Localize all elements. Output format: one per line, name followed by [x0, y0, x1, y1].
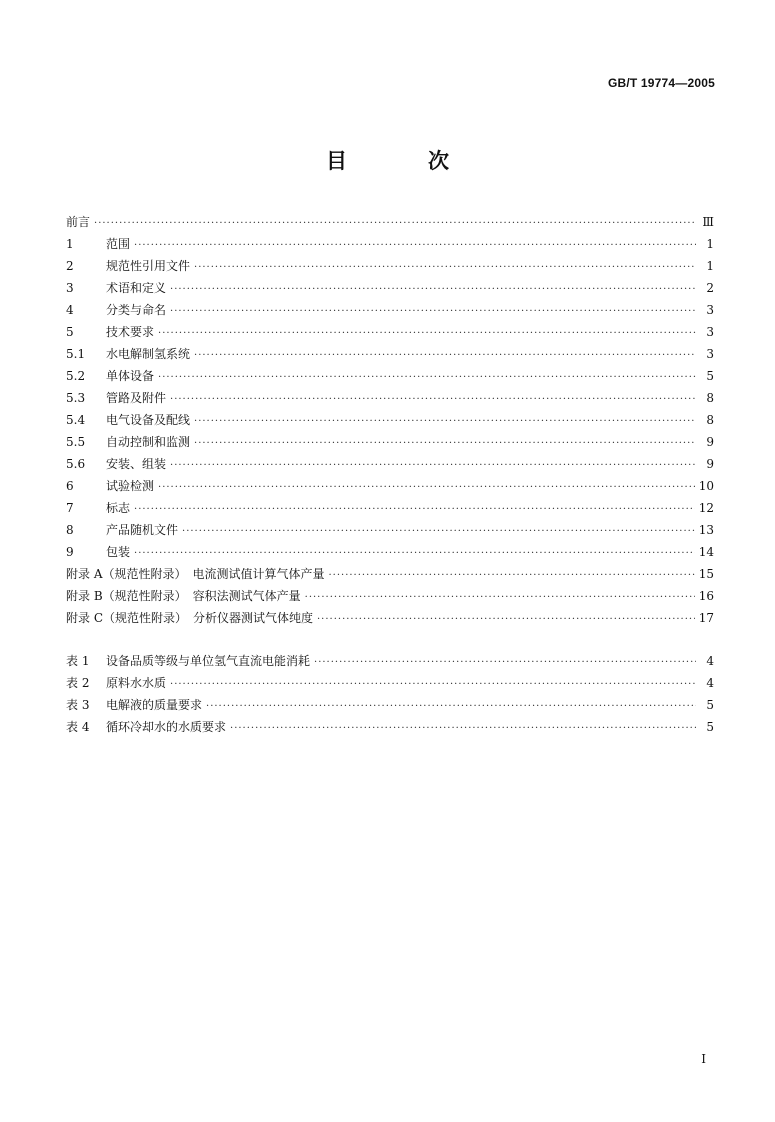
page-number: I — [701, 1052, 706, 1066]
entry-page: 3 — [706, 325, 714, 339]
dot-leader — [134, 235, 696, 257]
dot-leader — [194, 411, 696, 433]
table-entry[interactable] — [66, 650, 714, 672]
dot-leader — [314, 652, 696, 674]
dot-leader — [317, 609, 695, 631]
entry-label: 管路及附件 — [106, 391, 167, 405]
dot-leader — [170, 301, 696, 323]
entry-page: 3 — [706, 347, 714, 361]
dot-leader — [158, 367, 696, 389]
entry-page: 1 — [706, 259, 714, 273]
entry-number: 4 — [66, 303, 74, 317]
entry-label: 试验检测 — [106, 479, 155, 493]
entry-number: 5.2 — [66, 369, 86, 383]
toc-entry[interactable] — [66, 233, 714, 255]
toc-entry[interactable] — [66, 409, 714, 431]
dot-leader — [170, 674, 696, 696]
entry-number: 5 — [66, 325, 74, 339]
entry-number: 7 — [66, 501, 74, 515]
dot-leader — [182, 521, 695, 543]
dot-leader — [194, 433, 696, 455]
entry-label: 电解液的质量要求 — [106, 698, 203, 712]
dot-leader — [170, 455, 696, 477]
table-tag: 表 1 — [66, 654, 90, 668]
dot-leader — [158, 477, 695, 499]
entry-label: 包装 — [106, 545, 131, 559]
toc-entry[interactable] — [66, 343, 714, 365]
entry-page: 15 — [698, 567, 714, 581]
entry-number: 9 — [66, 545, 74, 559]
entry-number: 2 — [66, 259, 74, 273]
entry-page: 9 — [706, 457, 714, 471]
toc-entry[interactable] — [66, 387, 714, 409]
entry-label: 规范性引用文件 — [106, 259, 191, 273]
entry-number: 1 — [66, 237, 74, 251]
entry-page: 17 — [698, 611, 714, 625]
dot-leader — [134, 499, 695, 521]
entry-label: 分类与命名 — [106, 303, 167, 317]
toc-entry[interactable] — [66, 255, 714, 277]
entry-page: 13 — [698, 523, 714, 537]
toc-entry[interactable] — [66, 453, 714, 475]
dot-leader — [94, 213, 696, 235]
dot-leader — [328, 565, 694, 587]
table-of-contents — [66, 211, 714, 629]
entry-label: 范围 — [106, 237, 131, 251]
entry-page: 2 — [706, 281, 714, 295]
entry-page: 1 — [706, 237, 714, 251]
entry-page: 9 — [706, 435, 714, 449]
toc-entry[interactable] — [66, 607, 714, 629]
toc-entry[interactable] — [66, 211, 714, 233]
entry-label: 安装、组装 — [106, 457, 167, 471]
entry-page: Ⅲ — [702, 215, 714, 229]
toc-entry[interactable] — [66, 431, 714, 453]
standard-code: GB/T 19774—2005 — [607, 76, 715, 90]
entry-page: 4 — [706, 654, 714, 668]
entry-label: 前言 — [66, 215, 91, 229]
list-of-tables — [66, 650, 714, 738]
entry-label: 附录 B（规范性附录） 容积法测试气体产量 — [66, 589, 301, 603]
entry-page: 5 — [706, 720, 714, 734]
entry-label: 术语和定义 — [106, 281, 167, 295]
entry-label: 循环冷却水的水质要求 — [106, 720, 227, 734]
table-entry[interactable] — [66, 716, 714, 738]
entry-number: 5.5 — [66, 435, 86, 449]
entry-page: 14 — [698, 545, 714, 559]
entry-label: 电气设备及配线 — [106, 413, 191, 427]
dot-leader — [170, 279, 696, 301]
entry-label: 附录 A（规范性附录） 电流测试值计算气体产量 — [66, 567, 325, 581]
entry-number: 5.1 — [66, 347, 86, 361]
toc-entry[interactable] — [66, 321, 714, 343]
dot-leader — [170, 389, 696, 411]
dot-leader — [206, 696, 696, 718]
entry-number: 5.6 — [66, 457, 86, 471]
entry-page: 5 — [706, 369, 714, 383]
entry-label: 自动控制和监测 — [106, 435, 191, 449]
table-entry[interactable] — [66, 672, 714, 694]
dot-leader — [194, 345, 696, 367]
toc-entry[interactable] — [66, 519, 714, 541]
entry-number: 5.3 — [66, 391, 86, 405]
entry-page: 5 — [706, 698, 714, 712]
dot-leader — [230, 718, 696, 740]
entry-number: 3 — [66, 281, 74, 295]
entry-number: 6 — [66, 479, 74, 493]
toc-entry[interactable] — [66, 563, 714, 585]
entry-label: 水电解制氢系统 — [106, 347, 191, 361]
entry-page: 8 — [706, 391, 714, 405]
toc-entry[interactable] — [66, 585, 714, 607]
entry-label: 产品随机文件 — [106, 523, 179, 537]
table-tag: 表 3 — [66, 698, 90, 712]
dot-leader — [158, 323, 696, 345]
table-entry[interactable] — [66, 694, 714, 716]
table-tag: 表 4 — [66, 720, 90, 734]
dot-leader — [134, 543, 695, 565]
entry-number: 8 — [66, 523, 74, 537]
dot-leader — [194, 257, 696, 279]
page-title: 目 次 — [326, 149, 479, 173]
entry-label: 设备品质等级与单位氢气直流电能消耗 — [106, 654, 311, 668]
toc-entry[interactable] — [66, 541, 714, 563]
entry-label: 标志 — [106, 501, 131, 515]
entry-label: 附录 C（规范性附录） 分析仪器测试气体纯度 — [66, 611, 313, 625]
entry-label: 技术要求 — [106, 325, 155, 339]
entry-page: 12 — [698, 501, 714, 515]
entry-number: 5.4 — [66, 413, 86, 427]
table-tag: 表 2 — [66, 676, 90, 690]
toc-entry[interactable] — [66, 277, 714, 299]
entry-label: 原料水水质 — [106, 676, 167, 690]
toc-entry[interactable] — [66, 365, 714, 387]
entry-label: 单体设备 — [106, 369, 155, 383]
entry-page: 3 — [706, 303, 714, 317]
dot-leader — [305, 587, 695, 609]
toc-entry[interactable] — [66, 497, 714, 519]
entry-page: 10 — [698, 479, 714, 493]
entry-page: 4 — [706, 676, 714, 690]
toc-entry[interactable] — [66, 475, 714, 497]
entry-page: 8 — [706, 413, 714, 427]
entry-page: 16 — [698, 589, 714, 603]
toc-entry[interactable] — [66, 299, 714, 321]
